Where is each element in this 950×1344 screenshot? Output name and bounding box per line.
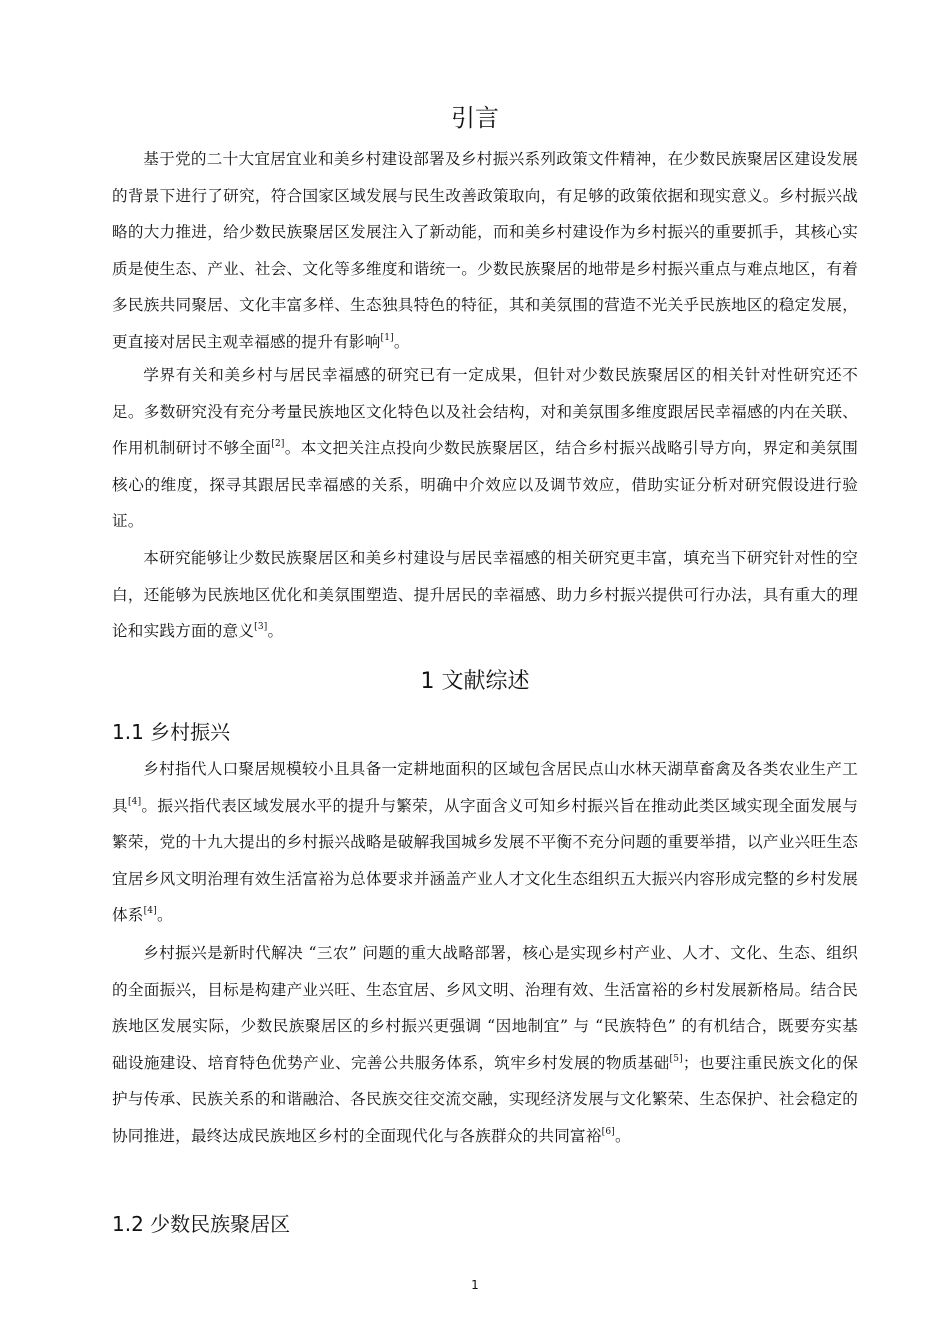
- citation: [1]: [380, 332, 394, 343]
- intro-p3-text: 本研究能够让少数民族聚居区和美乡村建设与居民幸福感的相关研究更丰富，填充当下研究针对性的空白，还能够为民族地区优化和美氛围塑造、提升居民的幸福感、助力乡村振兴提供可行办法，具有重大的理论和实践方面的意义: [112, 549, 858, 641]
- s11-p2-text-b: ；也要注重民族文化的保护与传承、民族关系的和谐融洽、各民族交往交流交融，实现经济发展与文化繁荣、生态保护、社会稳定的协同推进，最终达成民族地区乡村的全面现代化与各族群众的共同富裕: [112, 1053, 858, 1145]
- intro-paragraph-3: [112, 540, 858, 650]
- section-1-1-paragraph-2: [112, 935, 858, 1155]
- section-1-title: 1 文献综述: [420, 669, 530, 694]
- intro-title: 引言: [451, 104, 499, 132]
- s11-p2-end: 。: [614, 1126, 631, 1145]
- citation: [3]: [254, 622, 268, 633]
- intro-paragraph-1: [112, 141, 858, 361]
- page-number: 1: [471, 1278, 479, 1292]
- intro-paragraph-2: [112, 357, 858, 540]
- section-1-1-paragraph-1: [112, 751, 858, 934]
- citation: [2]: [271, 439, 285, 450]
- intro-p1-end: 。: [393, 332, 410, 351]
- s11-p1-text-b: 。振兴指代表区域发展水平的提升与繁荣，从字面含义可知乡村振兴旨在推动此类区域实现全面发展与繁荣，党的十九大提出的乡村振兴战略是破解我国城乡发展不平衡不充分问题的重要举措，以产业兴旺生态宜居乡风文明治理有效生活富裕为总体要求并涵盖产业人才文化生态组织五大振兴内容形成完整的乡村发展体系: [112, 796, 858, 925]
- citation: [4]: [143, 906, 157, 917]
- intro-p3-end: 。: [267, 622, 284, 641]
- s11-p1-text-a: 乡村指代人口聚居规模较小且具备一定耕地面积的区域包含居民点山水林天湖草畜禽及各类农业生产工具: [112, 760, 858, 815]
- subsection-1-1-title: 1.1 乡村振兴: [112, 720, 231, 744]
- citation: [5]: [669, 1053, 683, 1064]
- subsection-1-2-title: 1.2 少数民族聚居区: [112, 1212, 291, 1236]
- intro-p1-text: 基于党的二十大宜居宜业和美乡村建设部署及乡村振兴系列政策文件精神，在少数民族聚居区建设发展的背景下进行了研究，符合国家区域发展与民生改善政策取向，有足够的政策依据和现实意义。乡村振兴战略的大力推进，给少数民族聚居区发展注入了新动能，而和美乡村建设作为乡村振兴的重要抓手，其核心实质是使生态、产业、社会、文化等多维度和谐统一。少数民族聚居的地带是乡村振兴重点与难点地区，有着多民族共同聚居、文化丰富多样、生态独具特色的特征，其和美氛围的营造不光关乎民族地区的稳定发展，更直接对居民主观幸福感的提升有影响: [112, 150, 858, 351]
- s11-p2-text-a: 乡村振兴是新时代解决 “三农” 问题的重大战略部署，核心是实现乡村产业、人才、文化、生态、组织的全面振兴，目标是构建产业兴旺、生态宜居、乡风文明、治理有效、生活富裕的乡村发展新格局。结合民族地区发展实际，少数民族聚居区的乡村振兴更强调 “因地制宜” 与 “民族特色” 的有机结合，既要夯实基础设施建设、培育特色优势产业、完善公共服务体系，筑牢乡村发展的物质基础: [112, 944, 858, 1072]
- citation: [4]: [127, 796, 142, 807]
- s11-p1-end: 。: [156, 906, 173, 925]
- intro-p2-text-b: 。本文把关注点投向少数民族聚居区，结合乡村振兴战略引导方向，界定和美氛围核心的维度，探寻其跟居民幸福感的关系，明确中介效应以及调节效应，借助实证分析对研究假设进行验证。: [112, 439, 858, 531]
- citation: [6]: [601, 1126, 615, 1137]
- intro-p2-text-a: 学界有关和美乡村与居民幸福感的研究已有一定成果，但针对少数民族聚居区的相关针对性研究还不足。多数研究没有充分考量民族地区文化特色以及社会结构，对和美氛围多维度跟居民幸福感的内在关联、作用机制研讨不够全面: [112, 366, 858, 458]
